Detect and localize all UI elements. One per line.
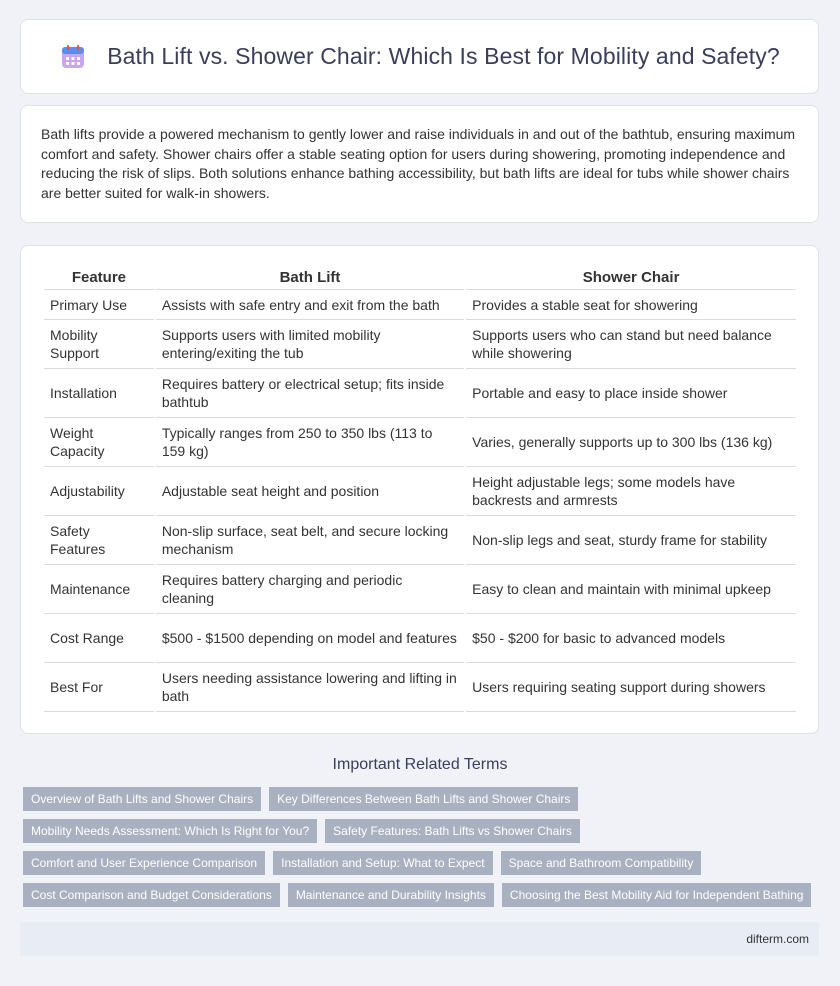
bath-lift-cell: $500 - $1500 depending on model and features xyxy=(156,614,464,663)
page-title: Bath Lift vs. Shower Chair: Which Is Best for Mobility and Safety? xyxy=(107,43,780,69)
table-row xyxy=(44,320,796,369)
bath-lift-cell: Requires battery charging and periodic cleaning xyxy=(156,565,464,614)
header-card xyxy=(20,19,819,94)
table-row xyxy=(44,614,796,663)
header xyxy=(59,43,780,71)
related-term-link[interactable]: Space and Bathroom Compatibility xyxy=(501,851,702,875)
related-term-link[interactable]: Key Differences Between Bath Lifts and Shower Chairs xyxy=(269,787,578,811)
comparison-table-card xyxy=(20,245,819,734)
feature-cell: Best For xyxy=(44,663,154,712)
related-term-link[interactable]: Overview of Bath Lifts and Shower Chairs xyxy=(23,787,261,811)
comparison-table xyxy=(42,264,798,712)
feature-cell: Primary Use xyxy=(44,290,154,320)
header-shower-chair: Shower Chair xyxy=(466,264,796,290)
shower-chair-cell: Supports users who can stand but need balance while showering xyxy=(466,320,796,369)
bath-lift-cell: Typically ranges from 250 to 350 lbs (113 to 159 kg) xyxy=(156,418,464,467)
table-row xyxy=(44,418,796,467)
table-row xyxy=(44,290,796,320)
tag-row xyxy=(23,787,823,811)
tag-row xyxy=(23,819,823,843)
tag-row xyxy=(23,883,823,907)
related-term-link[interactable]: Mobility Needs Assessment: Which Is Right for You? xyxy=(23,819,317,843)
footer xyxy=(20,922,819,956)
header-feature: Feature xyxy=(44,264,154,290)
shower-chair-cell: $50 - $200 for basic to advanced models xyxy=(466,614,796,663)
related-term-link[interactable]: Maintenance and Durability Insights xyxy=(288,883,494,907)
feature-cell: Installation xyxy=(44,369,154,418)
shower-chair-cell: Height adjustable legs; some models have backrests and armrests xyxy=(466,467,796,516)
bath-lift-cell: Supports users with limited mobility entering/exiting the tub xyxy=(156,320,464,369)
related-term-link[interactable]: Comfort and User Experience Comparison xyxy=(23,851,265,875)
bath-lift-cell: Non-slip surface, seat belt, and secure locking mechanism xyxy=(156,516,464,565)
calendar-icon xyxy=(59,43,87,71)
header-bath-lift: Bath Lift xyxy=(156,264,464,290)
feature-cell: Weight Capacity xyxy=(44,418,154,467)
related-terms-list xyxy=(23,787,823,915)
bath-lift-cell: Assists with safe entry and exit from the bath xyxy=(156,290,464,320)
summary-card xyxy=(20,105,819,223)
bath-lift-cell: Users needing assistance lowering and lifting in bath xyxy=(156,663,464,712)
feature-cell: Cost Range xyxy=(44,614,154,663)
related-term-link[interactable]: Safety Features: Bath Lifts vs Shower Chairs xyxy=(325,819,580,843)
bath-lift-cell: Requires battery or electrical setup; fits inside bathtub xyxy=(156,369,464,418)
bath-lift-cell: Adjustable seat height and position xyxy=(156,467,464,516)
related-term-link[interactable]: Cost Comparison and Budget Considerations xyxy=(23,883,280,907)
feature-cell: Safety Features xyxy=(44,516,154,565)
footer-site-link[interactable]: difterm.com xyxy=(746,932,809,946)
table-row xyxy=(44,467,796,516)
related-terms-title: Important Related Terms xyxy=(332,756,508,773)
feature-cell: Adjustability xyxy=(44,467,154,516)
table-row xyxy=(44,369,796,418)
shower-chair-cell: Portable and easy to place inside shower xyxy=(466,369,796,418)
table-row xyxy=(44,516,796,565)
shower-chair-cell: Non-slip legs and seat, sturdy frame for stability xyxy=(466,516,796,565)
shower-chair-cell: Easy to clean and maintain with minimal upkeep xyxy=(466,565,796,614)
tag-row xyxy=(23,851,823,875)
shower-chair-cell: Users requiring seating support during showers xyxy=(466,663,796,712)
related-term-link[interactable]: Choosing the Best Mobility Aid for Independent Bathing xyxy=(502,883,812,907)
feature-cell: Maintenance xyxy=(44,565,154,614)
related-term-link[interactable]: Installation and Setup: What to Expect xyxy=(273,851,492,875)
table-row xyxy=(44,565,796,614)
shower-chair-cell: Provides a stable seat for showering xyxy=(466,290,796,320)
shower-chair-cell: Varies, generally supports up to 300 lbs (136 kg) xyxy=(466,418,796,467)
table-row xyxy=(44,663,796,712)
feature-cell: Mobility Support xyxy=(44,320,154,369)
summary-text: Bath lifts provide a powered mechanism to gently lower and raise individuals in and out of the bathtub, ensuring maximum comfort and safety. Shower chairs offer a stable seating option for users during showering, promoting independence and reducing the risk of slips. Both solutions enhance bathing accessibility, but bath lifts are ideal for tubs while shower chairs are better suited for walk-in showers. xyxy=(41,126,796,201)
table-header-row xyxy=(44,264,796,290)
